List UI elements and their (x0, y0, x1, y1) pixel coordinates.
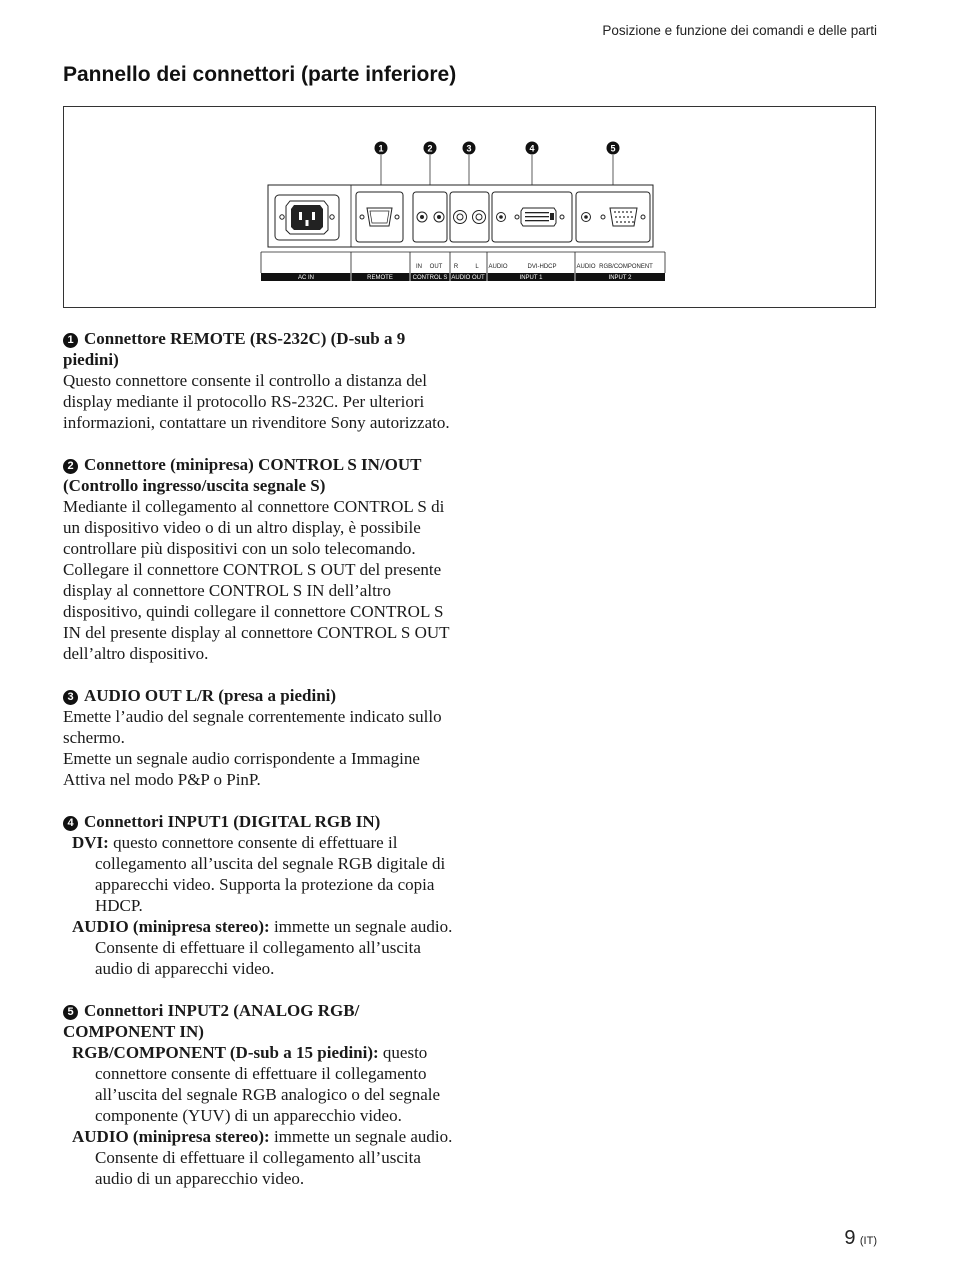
callout-2 (424, 142, 437, 155)
item-heading: 2 Connettore (minipresa) CONTROL S IN/OUT (Controllo ingresso/uscita segnale S) (63, 455, 422, 495)
item-remote (63, 328, 458, 433)
sub-item-audio: AUDIO (minipresa stereo): immette un segnale audio. Consente di effettuare il collegamento all’uscita audio di apparecchi video. (72, 917, 453, 978)
label-rgb-component: RGB/COMPONENT (599, 264, 653, 270)
label-ac-in: AC IN (297, 275, 315, 281)
connector-panel-figure (63, 106, 876, 308)
control-s-jacks-icon (413, 192, 447, 242)
callout-4 (526, 142, 539, 155)
item-control-s (63, 454, 458, 664)
item-heading: 5 Connettori INPUT2 (ANALOG RGB/ COMPONENT IN) (63, 1001, 360, 1041)
callout-number: 5 (63, 1005, 78, 1020)
remote-dsub9-icon (356, 192, 403, 242)
item-body: Emette l’audio del segnale correntemente indicato sullo schermo. (63, 707, 442, 747)
callout-5 (607, 142, 620, 155)
label-audio-out: AUDIO OUT (451, 275, 485, 281)
callout-number: 4 (63, 816, 78, 831)
svg-text:2: 2 (427, 143, 433, 154)
svg-text:4: 4 (529, 143, 535, 154)
item-body: Emette un segnale audio corrispondente a Immagine Attiva nel modo P&P o PinP. (63, 749, 420, 789)
label-dvi-hdcp: DVI-HDCP (527, 264, 557, 270)
svg-text:5: 5 (610, 143, 616, 154)
label-audio-input1: AUDIO (488, 264, 508, 270)
section-title: Pannello dei connettori (parte inferiore) (63, 63, 457, 86)
input1-dvi-icon (492, 192, 572, 242)
item-heading: 3 AUDIO OUT L/R (presa a piedini) (63, 685, 458, 706)
audio-out-rca-icon (450, 192, 489, 242)
label-audio-input2: AUDIO (576, 264, 596, 270)
callout-3 (463, 142, 476, 155)
item-input1 (63, 811, 458, 979)
sub-item-dvi: DVI: questo connettore consente di effettuare il collegamento all’uscita del segnale RGB digitale di apparecchi video. Supporta la protezione da copia HDCP. (72, 833, 446, 915)
running-header: Posizione e funzione dei comandi e delle parti (602, 23, 877, 38)
item-heading: 1 Connettore REMOTE (RS-232C) (D-sub a 9 piedini) (63, 329, 406, 369)
ac-inlet-icon (275, 195, 339, 240)
label-remote: REMOTE (367, 275, 393, 281)
item-body: Questo connettore consente il controllo a distanza del display mediante il protocollo RS-232C. Per ulteriori informazioni, contattare un rivenditore Sony autorizzato. (63, 371, 450, 432)
connector-panel-diagram (64, 107, 877, 309)
item-input2 (63, 1000, 458, 1189)
callout-number: 3 (63, 690, 78, 705)
label-input1: INPUT 1 (519, 275, 543, 281)
label-in: IN (416, 264, 422, 270)
callout-1 (375, 142, 388, 155)
item-audio-out (63, 685, 458, 790)
svg-text:3: 3 (466, 143, 472, 154)
svg-text:1: 1 (378, 143, 384, 154)
sub-item-rgb-component: RGB/COMPONENT (D-sub a 15 piedini): questo connettore consente di effettuare il collegamento all’uscita del segnale RGB analogico o del segnale componente (YUV) di un apparecchio video. (72, 1043, 441, 1125)
callout-number: 1 (63, 333, 78, 348)
label-l: L (475, 264, 479, 270)
label-r: R (453, 264, 459, 270)
connector-descriptions (63, 328, 458, 1210)
sub-item-audio: AUDIO (minipresa stereo): immette un segnale audio. Consente di effettuare il collegamento all’uscita audio di un apparecchio video. (72, 1127, 453, 1188)
item-heading: 4 Connettori INPUT1 (DIGITAL RGB IN) (63, 811, 458, 832)
label-out: OUT (429, 264, 443, 270)
label-input2: INPUT 2 (608, 275, 632, 281)
page-number: 9 (IT) (844, 1227, 877, 1249)
input2-dsub15-icon (576, 192, 650, 242)
label-control-s: CONTROL S (412, 275, 448, 281)
item-body: Mediante il collegamento al connettore CONTROL S di un dispositivo video o di un altro display, è possibile controllare più dispositivi con un solo telecomando. Collegare il connettore CONTROL S OUT del presente display al connettore CONTROL S IN dell’altro dispositivo, quindi collegare il connettore CONTROL S IN del presente display al connettore CONTROL S OUT dell’altro dispositivo. (63, 497, 450, 663)
callout-number: 2 (63, 459, 78, 474)
